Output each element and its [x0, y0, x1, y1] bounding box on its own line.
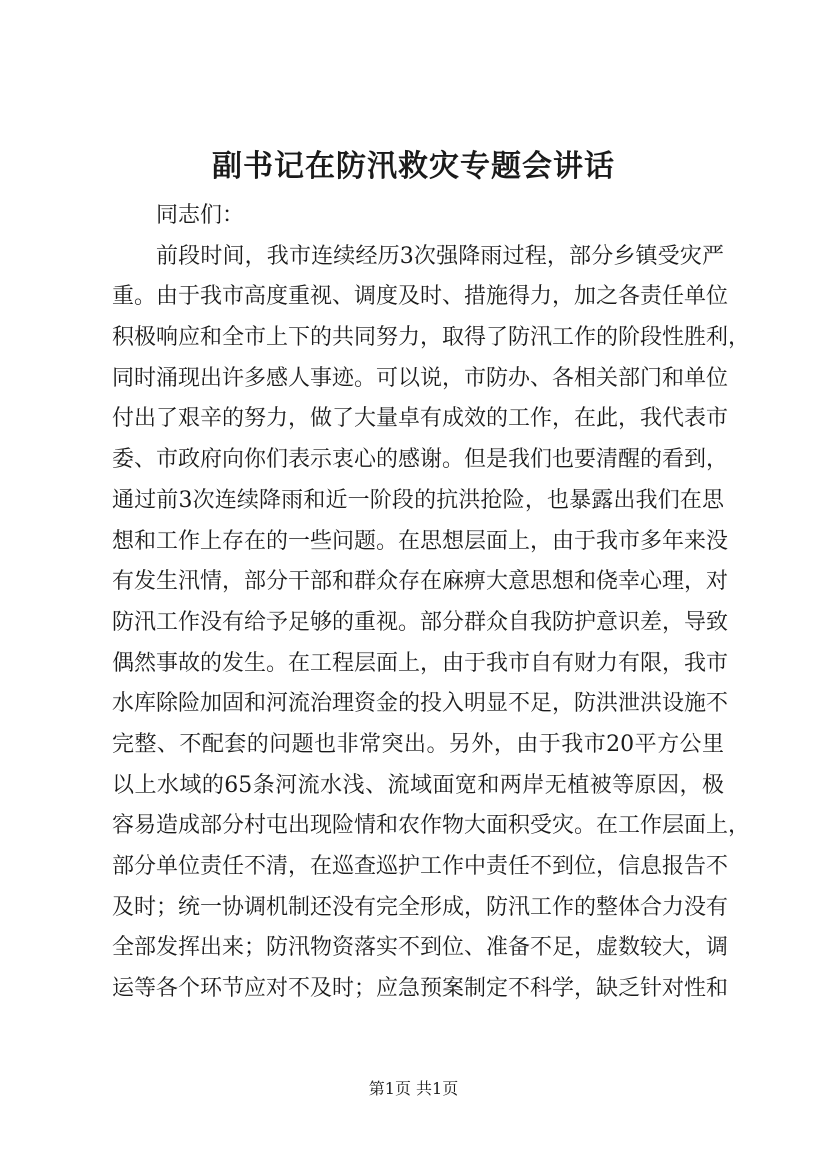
paragraph-line: 积极响应和全市上下的共同努力，取得了防汛工作的阶段性胜利，: [112, 325, 751, 351]
paragraph-line: 同时涌现出许多感人事迹。可以说，市防办、各相关部门和单位: [112, 365, 729, 391]
salutation: 同志们：: [156, 203, 245, 228]
paragraph-line: 运等各个环节应对不及时；应急预案制定不科学，缺乏针对性和: [112, 976, 729, 1002]
paragraph-line: 前段时间，我市连续经历3次强降雨过程，部分乡镇受灾严: [156, 243, 724, 269]
paragraph-line: 有发生汛情，部分干部和群众存在麻痹大意思想和侥幸心理，对: [112, 569, 729, 595]
paragraph-line: 容易造成部分村屯出现险情和农作物大面积受灾。在工作层面上，: [112, 813, 751, 839]
page-number-footer: 第1页 共1页: [368, 1079, 459, 1098]
paragraph-line: 及时；统一协调机制还没有完全形成，防汛工作的整体合力没有: [112, 894, 729, 920]
paragraph-line: 部分单位责任不清，在巡查巡护工作中责任不到位，信息报告不: [112, 854, 729, 879]
paragraph-line: 重。由于我市高度重视、调度及时、措施得力，加之各责任单位: [112, 284, 729, 310]
paragraph-line: 通过前3次连续降雨和近一阶段的抗洪抢险，也暴露出我们在思: [112, 487, 724, 513]
paragraph-line: 防汛工作没有给予足够的重视。部分群众自我防护意识差，导致: [112, 609, 729, 635]
paragraph-line: 以上水域的65条河流水浅、流域面宽和两岸无植被等原因，极: [112, 772, 724, 798]
paragraph-line: 完整、不配套的问题也非常突出。另外，由于我市20平方公里: [112, 731, 724, 757]
paragraph-line: 水库除险加固和河流治理资金的投入明显不足，防洪泄洪设施不: [112, 691, 729, 717]
paragraph-line: 委、市政府向你们表示衷心的感谢。但是我们也要清醒的看到，: [112, 447, 729, 473]
paragraph-line: 偶然事故的发生。在工程层面上，由于我市自有财力有限，我市: [112, 650, 729, 676]
paragraph-line: 想和工作上存在的一些问题。在思想层面上，由于我市多年来没: [112, 528, 729, 554]
document-title: 副书记在防汛救灾专题会讲话: [212, 149, 615, 184]
document-body: [112, 196, 751, 1010]
paragraph-line: 付出了艰辛的努力，做了大量卓有成效的工作，在此，我代表市: [112, 406, 729, 432]
paragraph-line: 全部发挥出来；防汛物资落实不到位、准备不足，虚数较大，调: [112, 935, 729, 961]
